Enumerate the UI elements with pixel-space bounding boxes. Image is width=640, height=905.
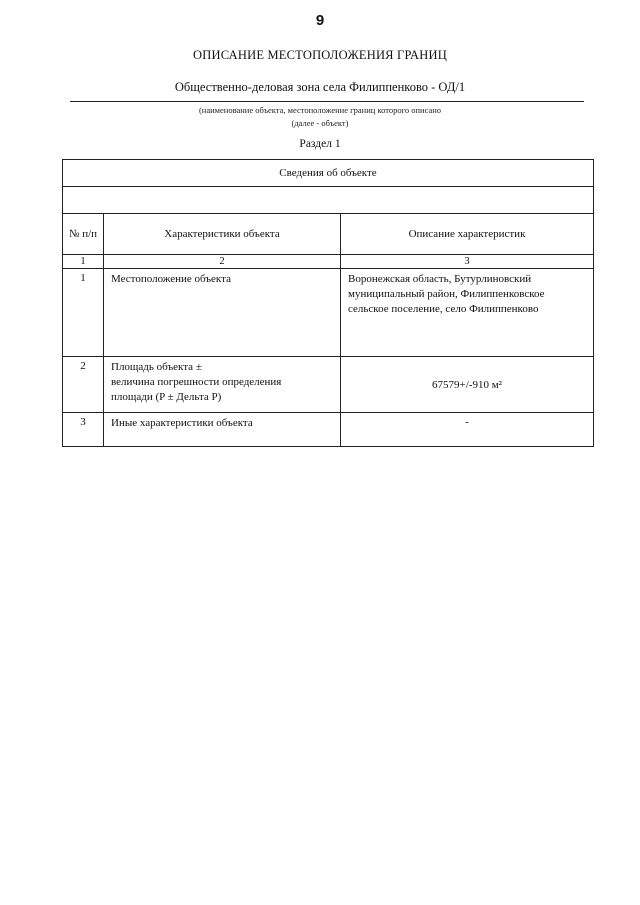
header-characteristic: Характеристики объекта (104, 214, 341, 255)
row-num: 3 (63, 413, 104, 447)
header-description: Описание характеристик (341, 214, 594, 255)
header-num: № п/п (63, 214, 104, 255)
table-column-numbers-row (63, 255, 594, 269)
table-row (63, 413, 594, 447)
column-number: 2 (104, 255, 341, 269)
row-num: 2 (63, 357, 104, 413)
table-row (63, 357, 594, 413)
table-row (63, 269, 594, 357)
row-description: 67579+/-910 м² (341, 357, 594, 413)
row-characteristic: Местоположение объекта (104, 269, 341, 357)
column-number: 3 (341, 255, 594, 269)
object-name-underline (70, 101, 584, 102)
table-caption-row (63, 160, 594, 187)
row-characteristic-line: Площадь объекта ± (111, 361, 202, 373)
row-characteristic-line: величина погрешности определения (111, 376, 282, 388)
table-blank-cell (63, 187, 594, 214)
row-characteristic (104, 357, 341, 413)
object-name-caption-line-1: (наименование объекта, местоположение границ которого описано (198, 105, 442, 115)
page-number: 9 (315, 12, 325, 29)
row-description: - (341, 413, 594, 447)
row-description: Воронежская область, Бутурлиновский муниципальный район, Филиппенковское сельское поселение, село Филиппенково (341, 269, 594, 357)
document-title: ОПИСАНИЕ МЕСТОПОЛОЖЕНИЯ ГРАНИЦ (193, 48, 447, 62)
row-num: 1 (63, 269, 104, 357)
object-info-table (62, 159, 594, 447)
row-characteristic-line: площади (P ± Дельта P) (111, 391, 222, 403)
table-blank-row (63, 187, 594, 214)
table-header-row (63, 214, 594, 255)
table-caption: Сведения об объекте (63, 160, 594, 187)
row-characteristic: Иные характеристики объекта (104, 413, 341, 447)
object-name: Общественно-деловая зона села Филиппенково - ОД/1 (174, 80, 466, 94)
object-name-caption-line-2: (далее - объект) (291, 118, 349, 128)
section-label: Раздел 1 (299, 138, 341, 150)
column-number: 1 (63, 255, 104, 269)
